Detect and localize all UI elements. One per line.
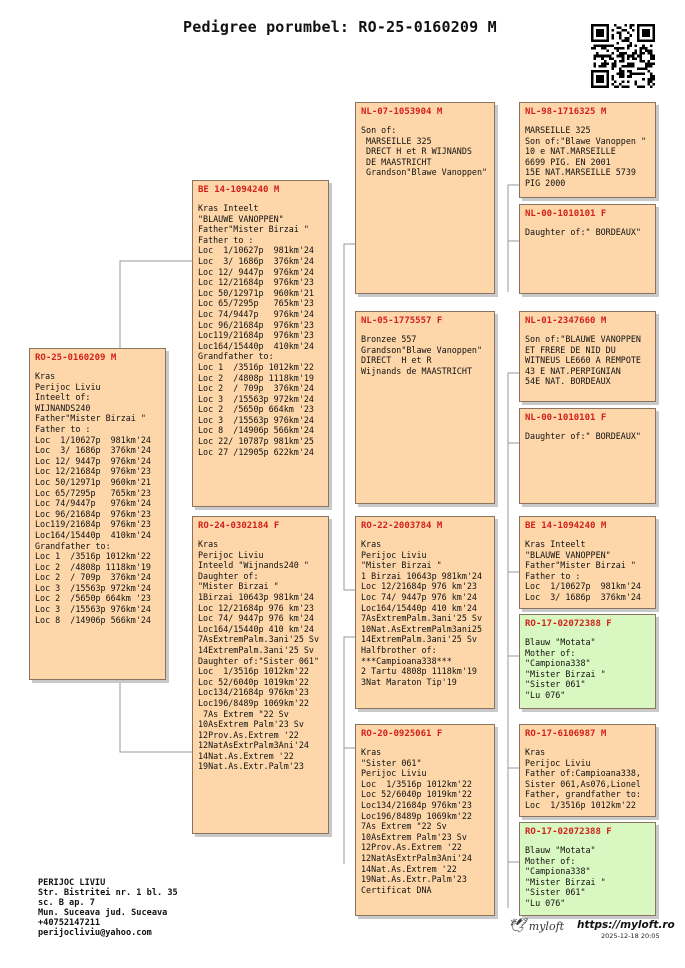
ring-number: NL-01-2347660 M <box>525 316 607 326</box>
pedigree-card-subject[interactable] <box>29 348 166 680</box>
pedigree-card-mother[interactable] <box>192 516 329 834</box>
card-notes: Kras "Sister 061" Perijoc Liviu Loc 1/3516p 1012km'22 Loc 52/6040p 1019km'22 Loc134/21684p 976km'23 Loc196/8489p 1069km'22 7As Extrem "22 Sv 10AsExtrem Palm'23 Sv 12Prov.As.Extrem '22 12NatAsExtrPalm3Ani'24 14Nat.As.Extrem '22 19Nat.As.Extr.Palm'23 Certificat DNA <box>361 747 472 895</box>
card-notes: Kras Inteelt "BLAUWE VANOPPEN" Father"Mister Birzai " Father to : Loc 1/10627p 981km'24 Loc 3/ 1686p 376km'24 Loc 12/ 9447p 976km'24 Loc 12/21684p 976km'23 Loc 50/12971p 960km'21 Loc 65/7295p 765km'23 Loc 74/9447p 976km'24 Loc 96/21684p 976km'23 Loc119/21684p 976km'23 Loc164/15440p 410km'24 Grandfather to: Loc 1 /3516p 1012km'22 Loc 2 /4808p 1118km'19 Loc 2 / 709p 376km'24 Loc 3 /15563p 972km'24 Loc 2 /5650p 664km '23 Loc 3 /15563p 976km'24 Loc 8 /14906p 566km'24 Loc 22/ 10787p 981km'25 Loc 27 /12905p 622km'24 <box>198 203 314 457</box>
ring-number: NL-07-1053904 M <box>361 107 443 117</box>
card-notes: Blauw "Motata" Mother of: "Campiona338" "Mister Birzai " "Sister 061" "Lu 076" <box>525 845 606 908</box>
card-notes: Kras Perijoc Liviu "Mister Birzai " 1 Birzai 10643p 981km'24 Loc 12/21684p 976 km'23 Loc 74/ 9447p 976 km'24 Loc164/15440p 410 km'24 7AsExtremPalm.3ani'25 Sv 10Nat.AsExtremPalm3ani25 14ExtremPalm.3ani'25 Sv Halfbrother of: ***Campioana338*** 2 Tartu 4808p 1118km'19 3Nat Maraton Tip'19 <box>361 539 483 687</box>
ring-number: RO-20-0925061 F <box>361 729 443 739</box>
card-notes: Daughter of:" BORDEAUX" <box>525 227 641 237</box>
card-notes: MARSEILLE 325 Son of:"Blawe Vanoppen " 10 e NAT.MARSEILLE 6699 PIG. EN 2001 15E NAT.MARSEILLE 5739 PIG 2000 <box>525 125 647 188</box>
ring-number: RO-25-0160209 M <box>35 353 117 363</box>
pedigree-card-fm[interactable] <box>355 311 495 504</box>
ring-number: BE 14-1094240 M <box>198 185 280 195</box>
pedigree-card-mmm[interactable] <box>519 822 656 916</box>
card-notes: Bronzee 557 Grandson"Blawe Vanoppen" DIRECT H et R Wijnands de MAASTRICHT <box>361 334 483 376</box>
pedigree-card-fmm[interactable] <box>519 408 656 504</box>
pedigree-card-fmf[interactable] <box>519 311 656 402</box>
website-link[interactable]: https://myloft.ro <box>577 919 675 931</box>
pedigree-card-mfm[interactable] <box>519 614 656 709</box>
card-notes: Son of:"BLAUWE VANOPPEN ET FRERE DE NID DU WITNEUS LE660 A REMPOTE 43 E NAT.PERPIGNIAN 54E NAT. BORDEAUX <box>525 334 641 387</box>
owner-address: PERIJOC LIVIU Str. Bistritei nr. 1 bl. 35 sc. B ap. 7 Mun. Suceava jud. Suceava +40752147211 perijocliviu@yahoo.com <box>38 878 178 938</box>
card-notes: Daughter of:" BORDEAUX" <box>525 431 641 441</box>
pedigree-card-mf[interactable] <box>355 516 495 709</box>
ring-number: RO-17-02072388 F <box>525 827 612 837</box>
ring-number: NL-00-1010101 F <box>525 209 607 219</box>
card-notes: Kras Perijoc Liviu Father of:Campioana338, Sister 061,As076,Lionel Father, grandfather to: Loc 1/3516p 1012km'22 <box>525 747 641 810</box>
pedigree-card-ffm[interactable] <box>519 204 656 294</box>
pedigree-card-ff[interactable] <box>355 102 495 294</box>
ring-number: RO-22-2003784 M <box>361 521 443 531</box>
pedigree-card-fff[interactable] <box>519 102 656 198</box>
ring-number: NL-98-1716325 M <box>525 107 607 117</box>
card-notes: Kras Inteelt "BLAUWE VANOPPEN" Father"Mister Birzai " Father to : Loc 1/10627p 981km'24 Loc 3/ 1686p 376km'24 <box>525 539 641 602</box>
pedigree-card-mff[interactable] <box>519 516 656 609</box>
ring-number: NL-00-1010101 F <box>525 413 607 423</box>
pedigree-card-father[interactable] <box>192 180 329 507</box>
generated-timestamp: 2025-12-18 20:05 <box>601 932 660 940</box>
card-notes: Son of: MARSEILLE 325 DRECT H et R WIJNANDS DE MAASTRICHT Grandson"Blawe Vanoppen" <box>361 125 488 178</box>
pedigree-card-mm[interactable] <box>355 724 495 916</box>
card-notes: Blauw "Motata" Mother of: "Campiona338" "Mister Birzai " "Sister 061" "Lu 076" <box>525 637 606 700</box>
ring-number: RO-17-02072388 F <box>525 619 612 629</box>
ring-number: RO-24-0302184 F <box>198 521 280 531</box>
brand-name: myloft <box>528 920 565 933</box>
page-title: Pedigree porumbel: RO-25-0160209 M <box>183 18 497 36</box>
card-notes: Kras Perijoc Liviu Inteeld "Wijnands240 " Daughter of: "Mister Birzai " 1Birzai 10643p 981km'24 Loc 12/21684p 976 km'23 Loc 74/ 9447p 976 km'24 Loc164/15440p 410 km'24 7AsExtremPalm.3ani'25 Sv 14ExtremPalm.3ani'25 Sv Daughter of:"Sister 061" Loc 1/3516p 1012km'22 Loc 52/6040p 1019km'22 Loc134/21684p 976km'23 Loc196/8489p 1069km'22 7As Extrem "22 Sv 10AsExtrem Palm'23 Sv 12Prov.As.Extrem '22 12NatAsExtrPalm3Ani'24 14Nat.As.Extrem '22 19Nat.As.Extr.Palm'23 <box>198 539 320 772</box>
pigeon-icon: 🕊 <box>508 918 526 934</box>
ring-number: RO-17-6106987 M <box>525 729 607 739</box>
pedigree-card-mmf[interactable] <box>519 724 656 817</box>
card-notes: Kras Perijoc Liviu Inteelt of: WIJNANDS240 Father"Mister Birzai " Father to : Loc 1/10627p 981km'24 Loc 3/ 1686p 376km'24 Loc 12/ 9447p 976km'24 Loc 12/21684p 976km'23 Loc 50/12971p 960km'21 Loc 65/7295p 765km'23 Loc 74/9447p 976km'24 Loc 96/21684p 976km'23 Loc119/21684p 976km'23 Loc164/15440p 410km'24 Grandfather to: Loc 1 /3516p 1012km'22 Loc 2 /4808p 1118km'19 Loc 2 / 709p 376km'24 Loc 3 /15563p 972km'24 Loc 2 /5650p 664km '23 Loc 3 /15563p 976km'24 Loc 8 /14906p 566km'24 <box>35 371 151 625</box>
ring-number: BE 14-1094240 M <box>525 521 607 531</box>
myloft-logo <box>508 918 564 934</box>
ring-number: NL-05-1775557 F <box>361 316 443 326</box>
